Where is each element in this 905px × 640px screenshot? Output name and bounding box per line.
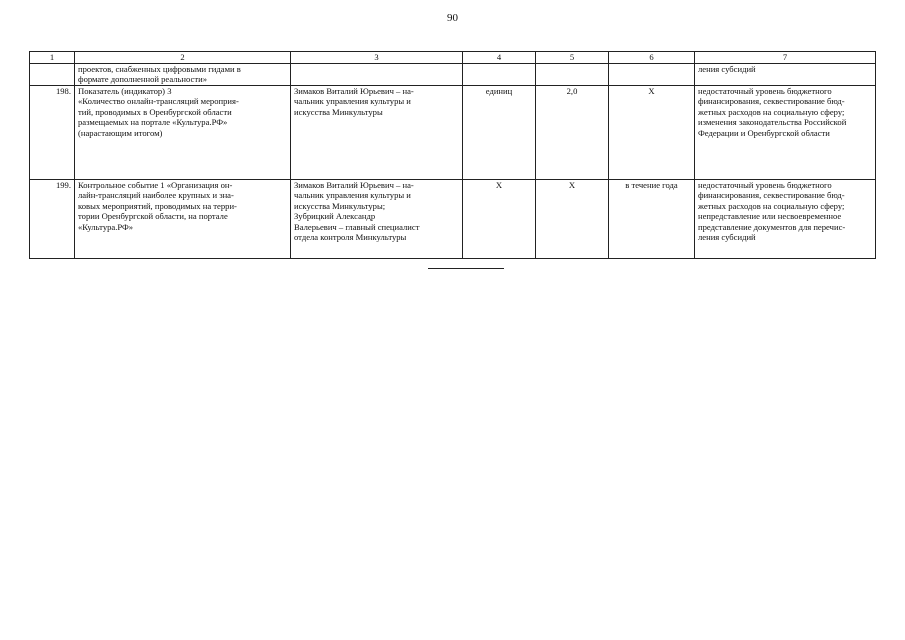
cell-text-line: «Количество онлайн-трансляций мероприя- — [78, 96, 239, 107]
column-header: 6 — [609, 52, 695, 64]
risks-cell — [695, 180, 876, 259]
value-cell — [536, 64, 609, 86]
column-header: 2 — [75, 52, 291, 64]
risks-cell — [695, 64, 876, 86]
cell-text-line: тории Оренбургской области, на портале — [78, 211, 228, 222]
cell-text-line: формате дополненной реальности» — [78, 74, 208, 85]
cell-text-line: искусства Минкультуры — [294, 106, 383, 117]
cell-text-line: Зубрицкий Александр — [294, 211, 376, 222]
cell-text-line: Показатель (индикатор) 3 — [78, 86, 172, 96]
cell-text-line: отдела контроля Минкультуры — [294, 232, 407, 243]
unit-cell — [463, 64, 536, 86]
cell-text-line: чальник управления культуры и — [294, 96, 411, 107]
deadline-cell: Х — [609, 86, 695, 180]
value-cell: Х — [536, 180, 609, 259]
risks-cell — [695, 86, 876, 180]
cell-text-line: тий, проводимых в Оренбургской области — [78, 106, 232, 117]
cell-text-line: чальник управления культуры и — [294, 190, 411, 201]
cell-text-line: Контрольное событие 1 «Организация он- — [78, 180, 233, 190]
row-number-cell: 199. — [30, 180, 75, 259]
cell-text-line: Зимаков Виталий Юрьевич – на- — [294, 86, 414, 96]
description-cell — [75, 64, 291, 86]
column-header: 4 — [463, 52, 536, 64]
cell-text-line: недостаточный уровень бюджетного — [698, 180, 832, 190]
cell-text-line: непредставление или несвоевременное — [698, 211, 842, 222]
table-row — [30, 86, 876, 180]
end-of-table-rule — [428, 268, 504, 269]
deadline-cell: в течение года — [609, 180, 695, 259]
description-cell — [75, 86, 291, 180]
column-header: 1 — [30, 52, 75, 64]
value-cell: 2,0 — [536, 86, 609, 180]
table-header-row — [30, 52, 876, 64]
cell-text-line: финансирования, секвестирование бюд- — [698, 96, 845, 107]
cell-text-line: изменения законодательства Российской — [698, 117, 847, 128]
row-number-cell: 198. — [30, 86, 75, 180]
cell-text-line: лайн-трансляций наиболее крупных и зна- — [78, 190, 234, 201]
cell-text-line: ковых мероприятий, проводимых на терри- — [78, 200, 237, 211]
cell-text-line: Федерации и Оренбургской области — [698, 127, 830, 138]
cell-text-line: Валерьевич – главный специалист — [294, 221, 420, 232]
cell-text-line: ления субсидий — [698, 232, 756, 243]
cell-text-line: размещаемых на портале «Культура.РФ» — [78, 117, 228, 128]
cell-text-line: Зимаков Виталий Юрьевич – на- — [294, 180, 414, 190]
column-header: 5 — [536, 52, 609, 64]
page-number: 90 — [447, 12, 458, 24]
cell-text-line: (нарастающим итогом) — [78, 127, 163, 138]
cell-text-line: проектов, снабженных цифровыми гидами в — [78, 64, 241, 74]
cell-text-line: недостаточный уровень бюджетного — [698, 86, 832, 96]
responsible-cell — [291, 180, 463, 259]
plan-table — [29, 51, 876, 259]
cell-text-line: представление документов для перечис- — [698, 221, 846, 232]
unit-cell: единиц — [463, 86, 536, 180]
unit-cell: Х — [463, 180, 536, 259]
table-row — [30, 64, 876, 86]
cell-text-line: финансирования, секвестирование бюд- — [698, 190, 845, 201]
cell-text-line: «Культура.РФ» — [78, 221, 134, 232]
column-header: 3 — [291, 52, 463, 64]
cell-text-line: жетных расходов на социальную сферу; — [698, 106, 845, 117]
row-number-cell — [30, 64, 75, 86]
cell-text-line: искусства Минкультуры; — [294, 200, 386, 211]
table-row — [30, 180, 876, 259]
column-header: 7 — [695, 52, 876, 64]
deadline-cell — [609, 64, 695, 86]
responsible-cell — [291, 86, 463, 180]
cell-text-line: ления субсидий — [698, 64, 756, 74]
cell-text-line: жетных расходов на социальную сферу; — [698, 200, 845, 211]
responsible-cell — [291, 64, 463, 86]
description-cell — [75, 180, 291, 259]
